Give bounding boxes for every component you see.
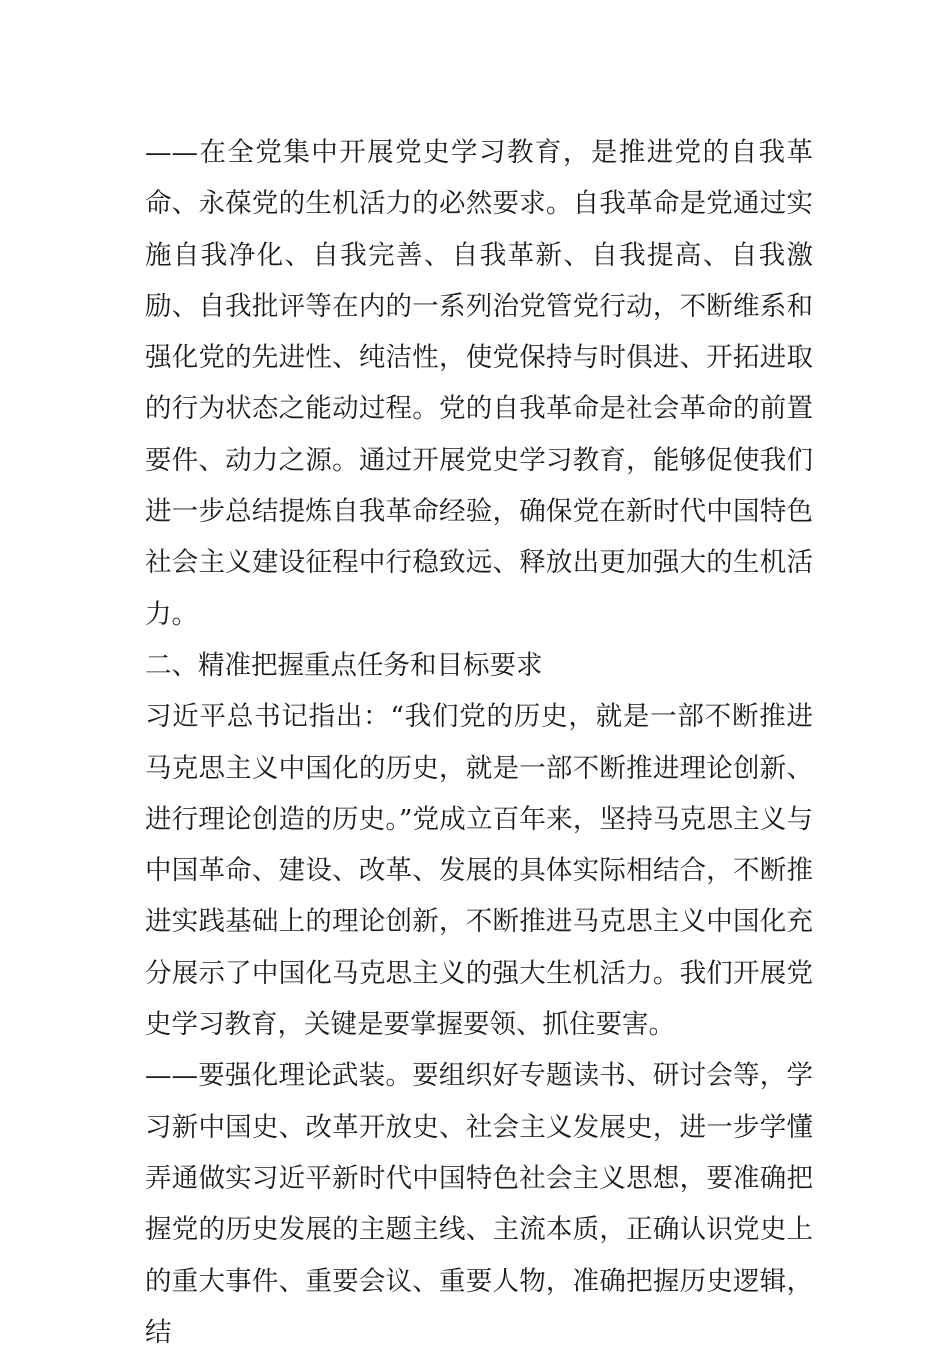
paragraph-theory-arming: ——要强化理论武装。要组织好专题读书、研讨会等，学习新中国史、改革开放史、社会主义发展史，进一步学懂弄通做实习近平新时代中国特色社会主义思想，要准确把握党的历史发展的主题主线、主流本质，正确认识党史上的重大事件、重要会议、重要人物，准确把握历史逻辑，结 (145, 1060, 813, 1348)
document-body (145, 127, 813, 1358)
section-heading: 二、精准把握重点任务和目标要求 (145, 649, 543, 681)
paragraph-self-revolution: ——在全党集中开展党史学习教育，是推进党的自我革命、永葆党的生机活力的必然要求。自我革命是党通过实施自我净化、自我完善、自我革新、自我提高、自我激励、自我批评等在内的一系列治党管党行动，不断维系和强化党的先进性、纯洁性，使党保持与时俱进、开拓进取的行为状态之能动过程。党的自我革命是社会革命的前置要件、动力之源。通过开展党史学习教育，能够促使我们进一步总结提炼自我革命经验，确保党在新时代中国特色社会主义建设征程中行稳致远、释放出更加强大的生机活力。 (145, 137, 813, 630)
paragraph-xi-quote: 习近平总书记指出：“我们党的历史，就是一部不断推进马克思主义中国化的历史，就是一部不断推进理论创新、进行理论创造的历史。”党成立百年来，坚持马克思主义与中国革命、建设、改革、发展的具体实际相结合，不断推进实践基础上的理论创新，不断推进马克思主义中国化充分展示了中国化马克思主义的强大生机活力。我们开展党史学习教育，关键是要掌握要领、抓住要害。 (145, 701, 813, 1041)
